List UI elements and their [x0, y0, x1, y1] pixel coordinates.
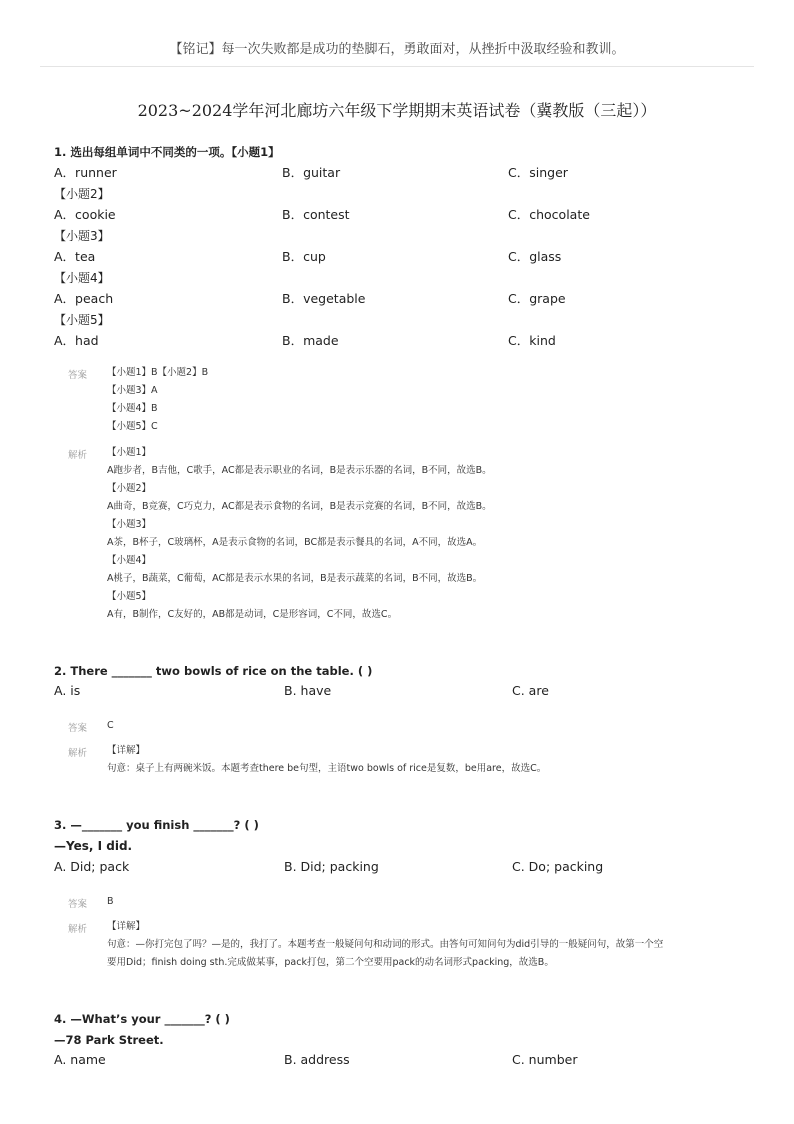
q1-group1-option-b: B．guitar — [282, 165, 341, 180]
q1-analysis-line: 【小题1】 — [107, 447, 152, 458]
q1-group4-label: 【小题4】 — [54, 271, 110, 285]
q2-analysis-line: 句意：桌子上有两碗米饭。本题考查there be句型，主语two bowls of rice是复数，be用are，故选C。 — [107, 763, 547, 774]
q1-group5-option-c: C．kind — [508, 333, 556, 348]
q4-option-b: B. address — [284, 1052, 350, 1067]
question-3-reply: —Yes, I did. — [54, 839, 133, 853]
q1-group1-option-c: C．singer — [508, 165, 568, 180]
q1-answer — [107, 364, 208, 436]
q1-analysis-line: A桃子，B蔬菜，C葡萄，AC都是表示水果的名词，B是表示蔬菜的名词，B不同，故选B。 — [107, 573, 483, 584]
q1-analysis — [107, 444, 492, 624]
q1-analysis-tag: 解析 — [68, 450, 88, 461]
page-title: 2023~2024学年河北廊坊六年级下学期期末英语试卷（冀教版（三起）） — [137, 101, 657, 120]
q3-analysis-line: 句意：—你打完包了吗？—是的，我打了。本题考查一般疑问句和动词的形式。由答句可知问句为did引导的一般疑问句，故第一个空 — [107, 939, 664, 950]
header-motto: 【铭记】每一次失败都是成功的垫脚石，勇敢面对，从挫折中汲取经验和教训。 — [169, 42, 625, 57]
q1-group4-option-b: B．vegetable — [282, 291, 366, 306]
q3-option-b: B. Did; packing — [284, 859, 379, 874]
q2-answer-tag: 答案 — [68, 723, 88, 734]
q3-answer: B — [107, 896, 114, 907]
q3-analysis-line: 【详解】 — [107, 921, 146, 932]
q1-group2-option-a: A．cookie — [54, 207, 116, 222]
q2-option-b: B. have — [284, 683, 332, 698]
q1-answer-line: 【小题1】B【小题2】B — [107, 367, 209, 378]
q1-group3-option-a: A．tea — [54, 249, 96, 264]
q1-answer-line: 【小题3】A — [107, 385, 158, 396]
q1-group5-option-a: A．had — [54, 333, 99, 348]
question-4-stem: 4. —What’s your _______? ( ) — [54, 1012, 230, 1026]
q1-group3-option-c: C．glass — [508, 249, 562, 264]
q4-option-c: C. number — [512, 1052, 578, 1067]
q2-option-c: C. are — [512, 683, 549, 698]
q2-answer: C — [107, 720, 114, 731]
q1-group4-option-a: A．peach — [54, 291, 114, 306]
q1-group2-option-c: C．chocolate — [508, 207, 590, 222]
q1-group3-option-b: B．cup — [282, 249, 326, 264]
q3-analysis-tag: 解析 — [68, 924, 88, 935]
q4-option-a: A. name — [54, 1052, 106, 1067]
q2-analysis — [107, 742, 546, 778]
q1-group5-option-b: B．made — [282, 333, 339, 348]
q1-group3-label: 【小题3】 — [54, 229, 110, 243]
q1-group1-option-a: A．runner — [54, 165, 117, 180]
q2-option-a: A. is — [54, 683, 81, 698]
q1-group2-label: 【小题2】 — [54, 187, 110, 201]
q3-analysis-line: 要用Did；finish doing sth.完成做某事，pack打包，第二个空要用pack的动名词形式packing，故选B。 — [107, 957, 554, 968]
q1-analysis-line: A有，B制作，C友好的，AB都是动词，C是形容词，C不同，故选C。 — [107, 609, 398, 620]
question-2-stem: 2. There _______ two bowls of rice on the table. ( ) — [54, 664, 373, 678]
q3-option-a: A. Did; pack — [54, 859, 130, 874]
q2-analysis-tag: 解析 — [68, 748, 88, 759]
q1-analysis-line: 【小题5】 — [107, 591, 152, 602]
q1-group4-option-c: C．grape — [508, 291, 566, 306]
q1-answer-line: 【小题5】C — [107, 421, 158, 432]
q1-group5-label: 【小题5】 — [54, 313, 110, 327]
q1-analysis-line: A茶，B杯子，C玻璃杯，A是表示食物的名词，BC都是表示餐具的名词，A不同，故选A。 — [107, 537, 483, 548]
q1-analysis-line: A曲奇，B竞赛，C巧克力，AC都是表示食物的名词，B是表示竞赛的名词，B不同，故选B。 — [107, 501, 492, 512]
header-divider — [40, 66, 754, 67]
q1-analysis-line: A跑步者，B吉他，C歌手，AC都是表示职业的名词，B是表示乐器的名词，B不同，故选B。 — [107, 465, 492, 476]
question-3-stem: 3. —_______ you finish _______? ( ) — [54, 818, 259, 832]
q1-answer-tag: 答案 — [68, 370, 88, 381]
q1-analysis-line: 【小题2】 — [107, 483, 152, 494]
q1-analysis-line: 【小题4】 — [107, 555, 152, 566]
q3-analysis — [107, 918, 663, 972]
q2-analysis-line: 【详解】 — [107, 745, 146, 756]
question-1-stem: 1. 选出每组单词中不同类的一项。【小题1】 — [54, 145, 280, 159]
q3-option-c: C. Do; packing — [512, 859, 604, 874]
q3-answer-tag: 答案 — [68, 899, 88, 910]
question-4-reply: —78 Park Street. — [54, 1033, 164, 1047]
q1-answer-line: 【小题4】B — [107, 403, 158, 414]
q1-group2-option-b: B．contest — [282, 207, 350, 222]
q1-analysis-line: 【小题3】 — [107, 519, 152, 530]
